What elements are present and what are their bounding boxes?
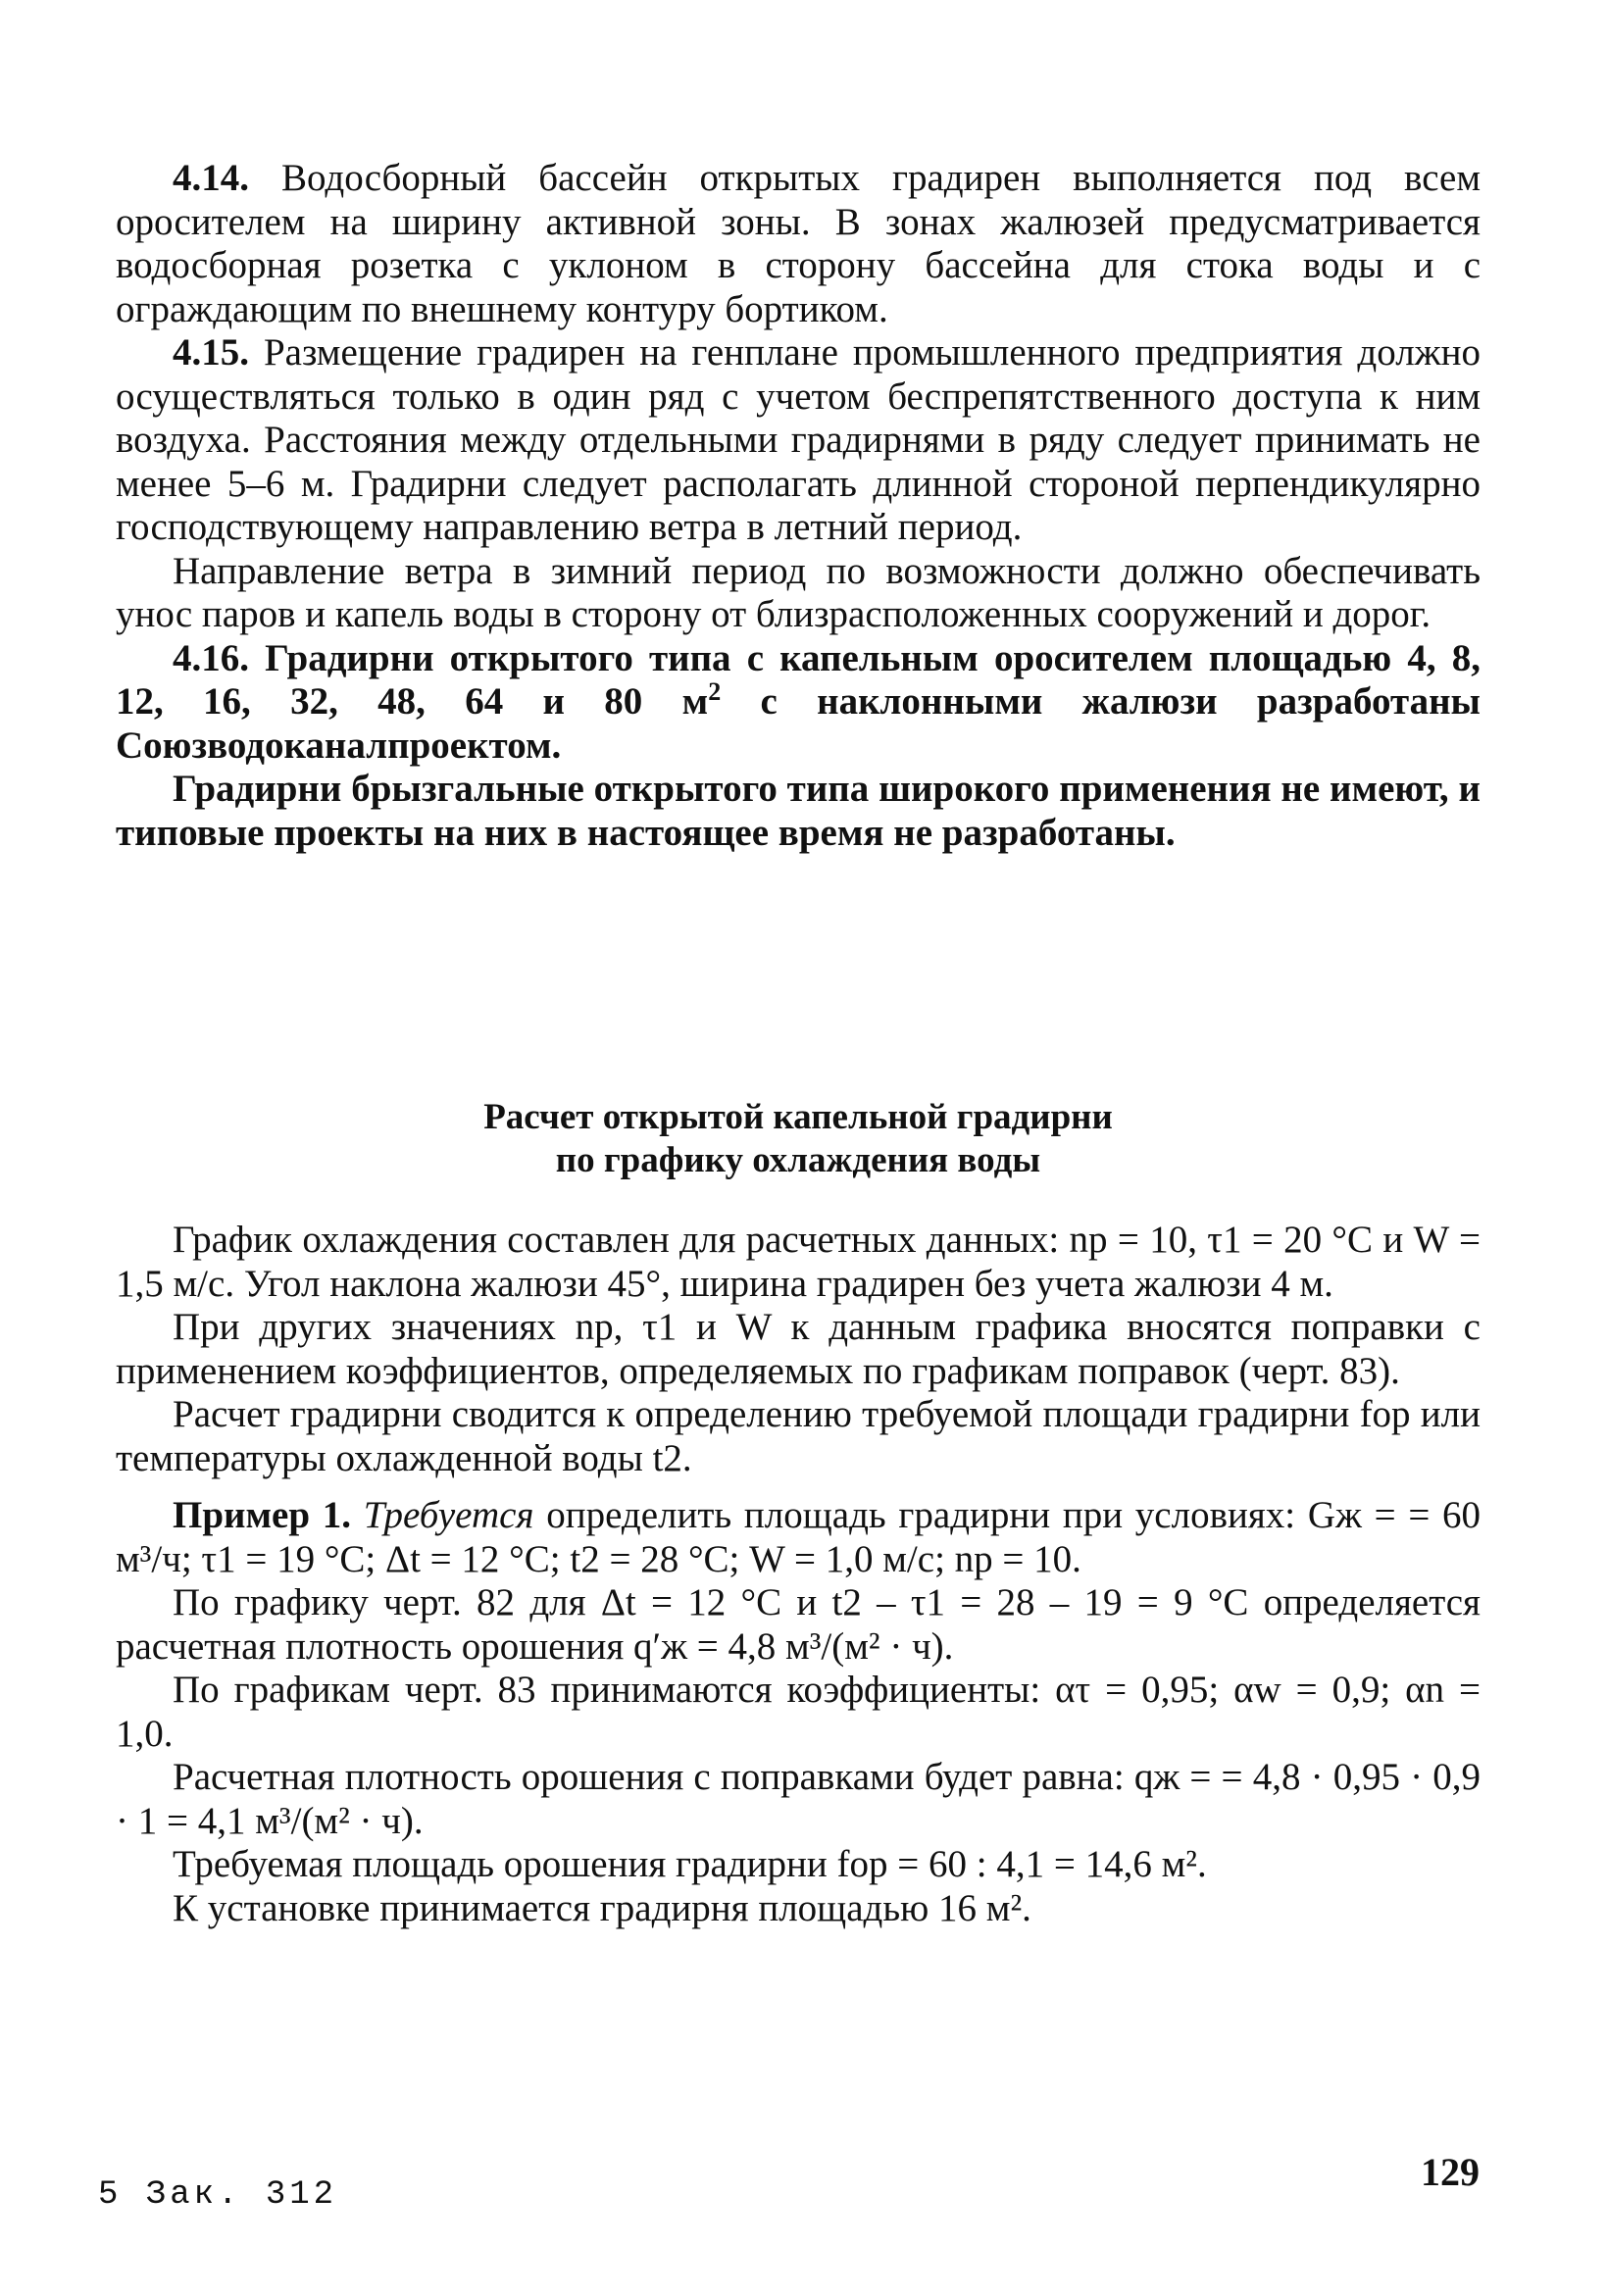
section-heading	[116, 1096, 1481, 1182]
paragraph-required-area: Требуемая площадь орошения градирни fор = 60 : 4,1 = 14,6 м².	[173, 1843, 1207, 1885]
heading-line-1: Расчет открытой капельной градирни	[483, 1097, 1113, 1137]
paragraph-4-15	[116, 331, 1481, 550]
clause-number: 4.15.	[173, 331, 249, 374]
example-text: определить площадь градирни при условиях: Gж = = 60 м³/ч; τ1 = 19 °С; Δt = 12 °С; t2 = 28 °С; W = 1,0 м/с; nр = 10.	[116, 1494, 1481, 1580]
clause-text: Размещение градирен на генплане промышленного предприятия должно осуществляться только в один ряд с учетом беспрепятственного доступа к ним воздуха. Расстояния между отдельными градирнями в ряду следует принимать не менее 5–6 м. Градирни следует располагать длинной стороной перпендикулярно господствующему направлению ветра в летний период.	[116, 331, 1481, 548]
paragraph-spray: Градирни брызгальные открытого типа широкого применения не имеют, и типовые проекты на них в настоящее время не разработаны.	[116, 768, 1481, 854]
clause-sup: 2	[708, 677, 722, 706]
paragraph-corrected-density: Расчетная плотность орошения с поправками будет равна: qж = = 4,8 · 0,95 · 0,9 · 1 = 4,1 м³/(м² · ч).	[116, 1756, 1481, 1842]
paragraph-4-14	[116, 157, 1481, 331]
calculation-section	[116, 1219, 1481, 1930]
paragraph-accepted: К установке принимается градирня площадью 16 м².	[173, 1886, 1031, 1929]
paragraph-corrections: При других значениях nр, τ1 и W к данным графика вносятся поправки с применением коэффициентов, определяемых по графикам поправок (черт. 83).	[116, 1306, 1481, 1392]
paragraph-density: По графику черт. 82 для Δt = 12 °С и t2 – τ1 = 28 – 19 = 9 °С определяется расчетная плотность орошения q′ж = 4,8 м³/(м² · ч).	[116, 1581, 1481, 1668]
clause-number: 4.14.	[173, 157, 249, 199]
example-required: Требуется	[363, 1494, 534, 1536]
footer-order: 5 Зак. 312	[98, 2176, 338, 2214]
clause-text-a: Градирни открытого типа с капельным оросителем площадью 4, 8, 12, 16, 32, 48, 64 и 80 м	[116, 636, 1481, 723]
example-label: Пример 1.	[173, 1494, 352, 1536]
clause-number: 4.16.	[173, 636, 249, 679]
paragraph-coefficients: По графикам черт. 83 принимаются коэффициенты: ατ = 0,95; αw = 0,9; αn = 1,0.	[116, 1669, 1481, 1755]
heading-line-2: по графику охлаждения воды	[555, 1140, 1041, 1180]
page-number: 129	[1421, 2150, 1480, 2194]
top-section	[116, 157, 1481, 855]
paragraph-chart-data: График охлаждения составлен для расчетных данных: nр = 10, τ1 = 20 °С и W = 1,5 м/с. Угол наклона жалюзи 45°, ширина градирен без учета жалюзи 4 м.	[116, 1219, 1481, 1305]
clause-text-b: с наклонными жалюзи разработаны Союзводоканалпроектом.	[116, 680, 1481, 767]
paragraph-example	[116, 1494, 1481, 1581]
clause-text: Водосборный бассейн открытых градирен выполняется под всем оросителем на ширину активной зоны. В зонах жалюзей предусматривается водосборная розетка с уклоном в сторону бассейна для стока воды и с ограждающим по внешнему контуру бортиком.	[116, 157, 1481, 330]
paragraph-4-16	[116, 637, 1481, 769]
paragraph-wind: Направление ветра в зимний период по возможности должно обеспечивать унос паров и капель воды в сторону от близрасположенных сооружений и дорог.	[116, 549, 1481, 635]
paragraph-calc: Расчет градирни сводится к определению требуемой площади градирни fор или температуры охлажденной воды t2.	[116, 1393, 1481, 1479]
